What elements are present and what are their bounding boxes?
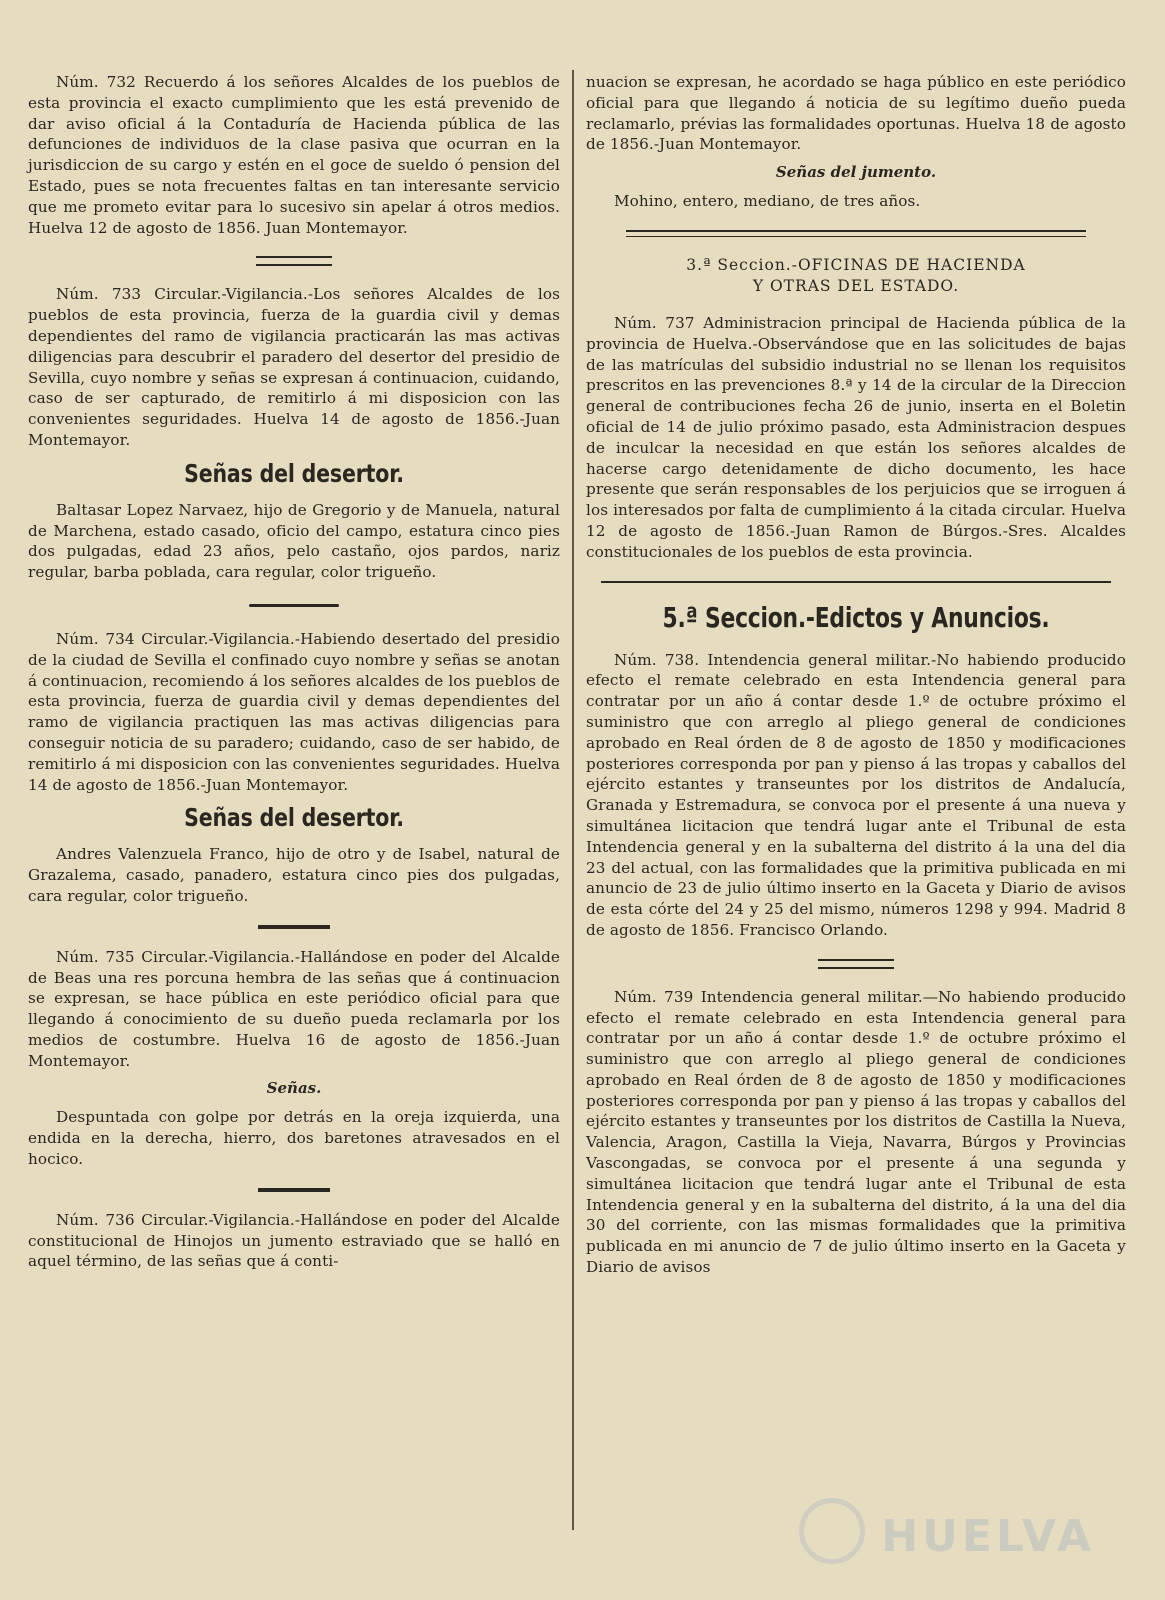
column-divider bbox=[572, 70, 574, 1530]
separator-rule-2 bbox=[818, 959, 894, 969]
desertor-description-2: Andres Valenzuela Franco, hijo de otro y de Isabel, natural de Grazalema, casado, panadero, estatura cinco pies dos pulgadas, cara regular, color trigueño. bbox=[28, 845, 560, 905]
ornament-divider bbox=[249, 601, 339, 611]
separator-rule bbox=[256, 256, 332, 266]
entry-732: Núm. 732 Recuerdo á los señores Alcaldes de los pueblos de esta provincia el exacto cumplimiento que les está prevenido de dar aviso oficial á la Contaduría de Hacienda pública de las defunciones de individuos de la clase pasiva que ocurran en la jurisdiccion de su cargo y estén en el goce de sueldo ó pension del Estado, pues se nota frecuentes faltas en tan interesante servicio que me prometo evitar para lo sucesivo sin apelar á otros medios. Huelva 12 de agosto de 1856. Juan Montemayor. bbox=[28, 73, 560, 237]
entry-738: Núm. 738. Intendencia general militar.-No habiendo producido efecto el remate celebrado en esta Intendencia general para contratar por un año á contar desde 1.º de octubre próximo el suministro que con arreglo al pliego general de condiciones aprobado en Real órden de 8 de agosto de 1850 y modificaciones posteriores corresponda por pan y pienso á las tropas y caballos del ejército estantes y transeuntes por los distritos de Andalucía, Granada y Estremadura, se convoca por el presente á una nueva y simultánea licitacion que tendrá lugar ante el Tribunal de esta Intendencia general y en la subalterna del distrito á la una del dia 23 del actual, con las formalidades que la primitiva publicada en mi anuncio de 23 de julio último inserto en la Gaceta y Diario de avisos de esta córte del 24 y 25 del mismo, números 1298 y 994. Madrid 8 de agosto de 1856. Francisco Orlando. bbox=[586, 650, 1126, 939]
watermark-text: HUELVA bbox=[881, 1511, 1095, 1562]
entry-739: Núm. 739 Intendencia general militar.—No habiendo producido efecto el remate celebrado en esta Intendencia general para contratar por un año á contar desde 1.º de octubre próximo el suministro que con arreglo al pliego general de condiciones aprobado en Real órden de 8 de agosto de 1850 y modificaciones posteriores corresponda por pan y pienso á las tropas y caballos del ejército estantes y transeuntes por los distritos de Castilla la Nueva, Valencia, Aragon, Castilla la Vieja, Navarra, Búrgos y Provincias Vascongadas, se convoca por el presente á una segunda y simultánea licitacion que tendrá lugar ante el Tribunal de esta Intendencia general y en la subalterna del distrito, á la una del dia 30 del corriente, con las mismas formalidades que la primitiva publicada en mi anuncio de 7 de julio último inserto en la Gaceta y Diario de avisos bbox=[586, 987, 1126, 1277]
heading-senas-desertor: Señas del desertor. bbox=[184, 458, 404, 488]
entry-736-continued: nuacion se expresan, he acordado se haga público en este periódico oficial para que llegando á noticia de su legítimo dueño pueda reclamarlo, prévias las formalidades oportunas. Huelva 18 de agosto de 1856.-Juan Montemayor. bbox=[586, 73, 1126, 154]
desertor-description: Baltasar Lopez Narvaez, hijo de Gregorio y de Manuela, natural de Marchena, estado casado, oficio del campo, estatura cinco pies dos pulgadas, edad 23 años, pelo castaño, ojos pardos, nariz regular, barba poblada, cara regular, color trigueño. bbox=[28, 500, 560, 582]
entry-733: Núm. 733 Circular.-Vigilancia.-Los señores Alcaldes de los pueblos de esta provincia, fuerza de la guardia civil y demas dependientes del ramo de vigilancia practicarán las mas activas diligencias para descubrir el paradero del desertor del presidio de Sevilla, cuyo nombre y señas se expresan á continuacion, cuidando, caso de ser capturado, de remitirlo á mi disposicion con las convenientes seguridades. Huelva 14 de agosto de 1856.-Juan Montemayor. bbox=[28, 285, 560, 449]
right-column bbox=[586, 72, 1126, 1284]
entry-736: Núm. 736 Circular.-Vigilancia.-Hallándose en poder del Alcalde constitucional de Hinojos un jumento estraviado que se halló en aquel término, de las señas que á conti- bbox=[28, 1210, 560, 1271]
section-3-line-1: 3.ª Seccion.-OFICINAS DE HACIENDA bbox=[686, 255, 1026, 274]
separator-bar-2 bbox=[258, 1188, 330, 1192]
section-3-line-2: Y OTRAS DEL ESTADO. bbox=[752, 276, 960, 295]
senas-jumento-description: Mohino, entero, mediano, de tres años. bbox=[614, 192, 921, 211]
watermark-seal-icon bbox=[799, 1498, 865, 1564]
left-column bbox=[28, 72, 560, 1278]
section-rule bbox=[626, 230, 1086, 237]
section-rule-2 bbox=[601, 581, 1111, 583]
heading-senas-desertor-2: Señas del desertor. bbox=[184, 803, 404, 833]
senas-description: Despuntada con golpe por detrás en la oreja izquierda, una endida en la derecha, hierro, dos baretones atravesados en el hocico. bbox=[28, 1108, 560, 1169]
heading-senas: Señas. bbox=[266, 1079, 322, 1098]
entry-735: Núm. 735 Circular.-Vigilancia.-Hallándose en poder del Alcalde de Beas una res porcuna hembra de las señas que á continuacion se expresan, se hace pública en este periódico oficial para que llegando á conocimiento de su dueño pueda reclamarla por los medios de costumbre. Huelva 16 de agosto de 1856.-Juan Montemayor. bbox=[28, 947, 560, 1070]
heading-senas-jumento: Señas del jumento. bbox=[775, 163, 937, 182]
entry-734: Núm. 734 Circular.-Vigilancia.-Habiendo desertado del presidio de la ciudad de Sevilla el confinado cuyo nombre y señas se anotan á continuacion, recomiendo á los señores alcaldes de los pueblos de esta provincia, fuerza de guardia civil y demas dependientes del ramo de vigilancia practiquen las mas activas diligencias para conseguir noticia de su paradero; cuidando, caso de ser habido, de remitirlo á mi disposicion con las convenientes seguridades. Huelva 14 de agosto de 1856.-Juan Montemayor. bbox=[28, 629, 560, 794]
separator-bar bbox=[258, 925, 330, 929]
section-3-heading bbox=[586, 255, 1126, 297]
section-5-title: 5.ª Seccion.-Edictos y Anuncios. bbox=[662, 600, 1050, 634]
entry-737: Núm. 737 Administracion principal de Hacienda pública de la provincia de Huelva.-Observándose que en las solicitudes de bajas de las matrículas del subsidio industrial no se llenan los requisitos prescritos en las prevenciones 8.ª y 14 de la circular de la Direccion general de contribuciones fecha 26 de junio, inserta en el Boletin oficial de 14 de julio próximo pasado, esta Administracion despues de inculcar la necesidad en que están los señores alcaldes de hacerse cargo detenidamente de dicho documento, les hace presente que serán responsables de los perjuicios que se irroguen á los interesados por falta de cumplimiento á la citada circular. Huelva 12 de agosto de 1856.-Juan Ramon de Búrgos.-Sres. Alcaldes constitucionales de los pueblos de esta provincia. bbox=[586, 313, 1126, 561]
